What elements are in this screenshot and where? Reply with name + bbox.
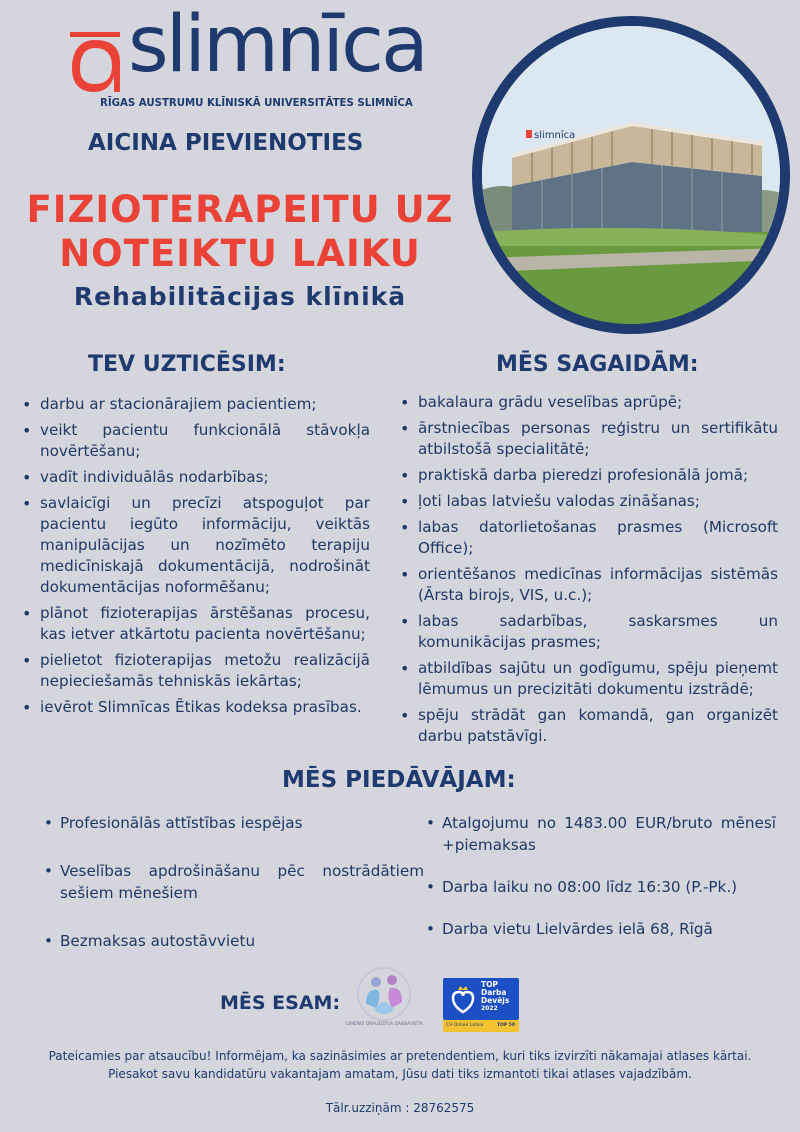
top-badge-line3: Devējs [481, 996, 510, 1005]
responsibilities-list [18, 394, 370, 723]
list-item: • spēju strādāt gan komandā, gan organizēt darbu patstāvīgi. [396, 705, 778, 747]
list-item: • Darba vietu Lielvārdes ielā 68, Rīgā [426, 918, 776, 940]
logo-wordmark: slimnīca [128, 0, 426, 90]
family-badge-icon [352, 964, 416, 1022]
building-sign: slimnīca [534, 130, 576, 141]
list-item: • Darba laiku no 08:00 līdz 16:30 (P.-Pk.) [426, 876, 776, 898]
building-photo-frame [472, 16, 790, 334]
list-item: • Veselības apdrošināšanu pēc nostrādātiem sešiem mēnešiem [44, 860, 424, 904]
list-item: • darbu ar stacionārajiem pacientiem; [18, 394, 370, 415]
footer-note-1: Pateicamies par atsaucību! Informējam, ka sazināsimies ar pretendentiem, kuri tiks izvirzīti nākamajai atlases kārtai. [48, 1049, 752, 1063]
list-item: • Bezmaksas autostāvvietu [44, 930, 424, 952]
list-item: • orientēšanos medicīnas informācijas sistēmās (Ārsta birojs, VIS, u.c.); [396, 564, 778, 606]
top-badge-source: CV-Online Latvia [446, 1023, 484, 1028]
list-item: • plānot fizioterapijas ārstēšanas procesu, kas ietver atkārtotu pacienta novērtēšanu; [18, 603, 370, 645]
list-item: • Atalgojumu no 1483.00 EUR/bruto mēnesī +piemaksas [426, 812, 776, 856]
logo-subtitle: RĪGAS AUSTRUMU KLĪNISKĀ UNIVERSITĀTES SLIMNĪCA [100, 98, 413, 109]
crown-heart-icon [449, 984, 477, 1014]
list-item: • labas sadarbības, saskarsmes un komunikācijas prasmes; [396, 611, 778, 653]
top-badge-line2: Darba [481, 988, 507, 997]
list-item: • ļoti labas latviešu valodas zināšanas; [396, 491, 778, 512]
top-badge-year: 2022 [481, 1005, 498, 1012]
list-item: • vadīt individuālās nodarbības; [18, 467, 370, 488]
list-item: • Profesionālās attīstības iespējas [44, 812, 424, 834]
list-item: • labas datorlietošanas prasmes (Microsoft Office); [396, 517, 778, 559]
list-item: • ārstniecības personas reģistru un sertifikātu atbilstošā specialitātē; [396, 418, 778, 460]
hospital-logo [66, 0, 426, 112]
list-item: • pielietot fizioterapijas metožu realizācijā nepieciešamās tehniskās iekārtas; [18, 650, 370, 692]
list-item: • ievērot Slimnīcas Ētikas kodeksa prasības. [18, 697, 370, 718]
responsibilities-title: TEV UZTICĒSIM: [88, 352, 286, 377]
position-title: FIZIOTERAPEITU UZ NOTEIKTU LAIKU [26, 188, 454, 276]
requirements-list [396, 392, 778, 752]
footer-note-2: Piesakot savu kandidatūru vakantajam amatam, Jūsu dati tiks izmantoti tikai atlases vajadzībām. [108, 1067, 692, 1081]
top-employer-badge [443, 978, 519, 1032]
top-badge-text [481, 981, 509, 1013]
offer-list-right [426, 812, 776, 940]
family-friendly-badge [345, 964, 423, 1038]
logo-a-mark [66, 32, 124, 98]
requirements-title: MĒS SAGAIDĀM: [496, 352, 699, 377]
badges-label: MĒS ESAM: [220, 992, 341, 1014]
invite-heading: AICINA PIEVIENOTIES [88, 130, 364, 156]
list-item: • praktiskā darba pieredzi profesionālā jomā; [396, 465, 778, 486]
top-badge-footer [443, 1020, 519, 1032]
contact-phone: Tālr.uzziņām : 28762575 [325, 1101, 475, 1115]
list-item: • veikt pacientu funkcionālā stāvokļa novērtēšanu; [18, 420, 370, 462]
list-item: • atbildības sajūtu un godīgumu, spēju pieņemt lēmumus un precizitāti dokumentu izstrādē; [396, 658, 778, 700]
top-badge-line1: TOP [481, 980, 498, 989]
top-badge-rank: TOP 50 [496, 1023, 515, 1028]
offer-title: MĒS PIEDĀVĀJAM: [282, 767, 516, 793]
list-item: • bakalaura grādu veselības aprūpē; [396, 392, 778, 413]
clinic-name: Rehabilitācijas klīnikā [73, 282, 407, 311]
family-badge-text: ĢIMENEI DRAUDZĪGA DARBAVIETA [345, 1022, 423, 1027]
building-photo [482, 26, 780, 324]
offer-list-left [44, 812, 424, 952]
list-item: • savlaicīgi un precīzi atspoguļot par pacientu iegūto informāciju, veiktās manipulācijas un nozīmēto terapiju medicīniskajā dokumentācijā, nodrošināt dokumentācijas noformēšanu; [18, 493, 370, 598]
